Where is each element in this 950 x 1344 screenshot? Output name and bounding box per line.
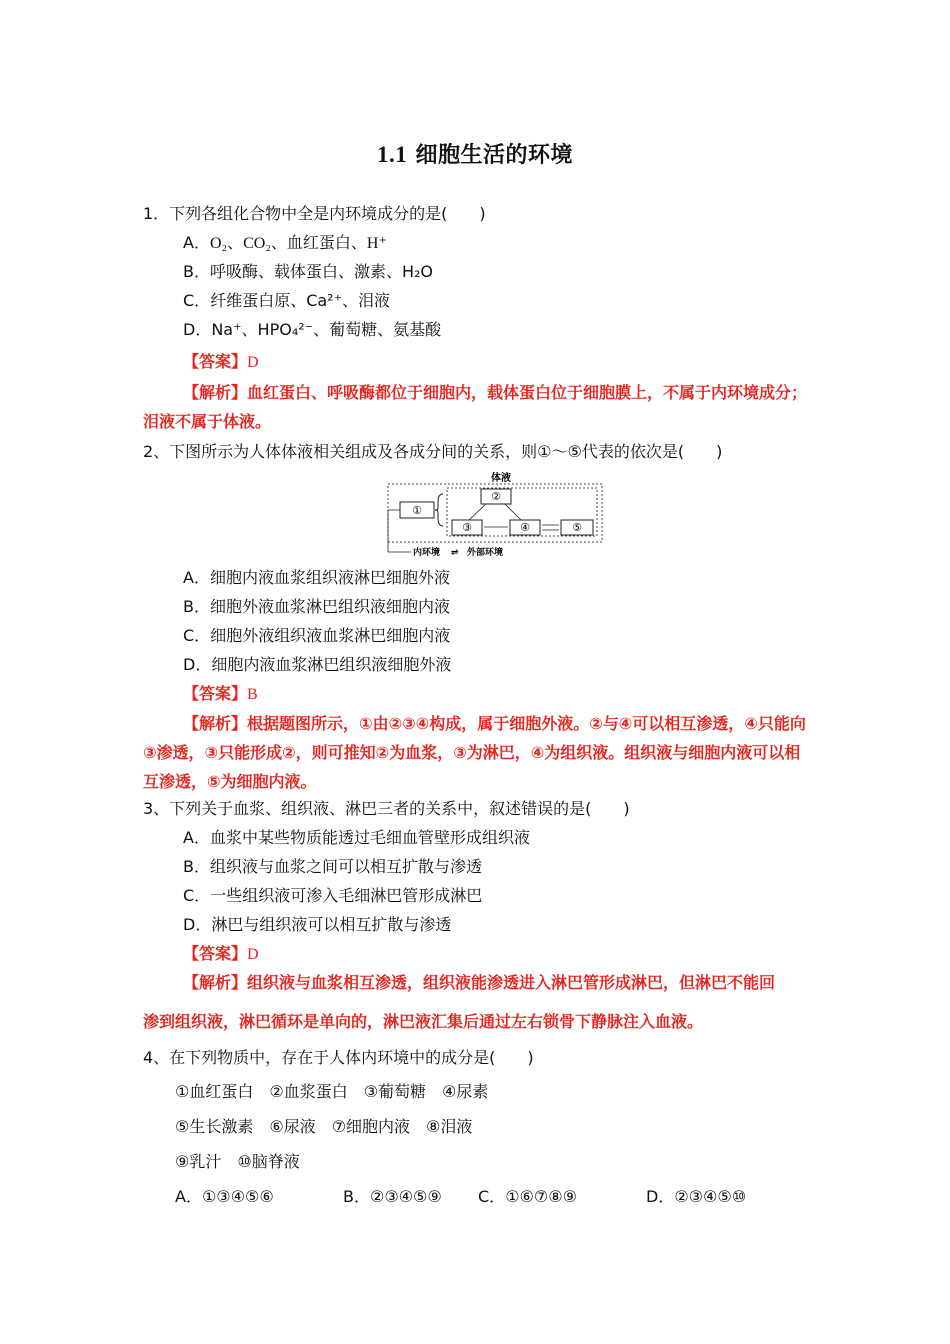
q2-option-b-item: 细胞外液 xyxy=(209,597,274,616)
q2-option-c-item: 组织液 xyxy=(274,626,323,645)
diagram-bottom-arrow: ⇌ xyxy=(451,548,459,558)
diagram-bottom-label: 内环境 xyxy=(413,548,441,558)
q2-option-b-item: 组织液 xyxy=(338,597,387,616)
q2-option-d-label: D． xyxy=(183,655,212,674)
title-text: 细胞生活的环境 xyxy=(415,143,573,168)
q2-option-b-label: B． xyxy=(183,597,210,616)
q2-option-a-item: 细胞外液 xyxy=(386,568,451,587)
q2-option-b xyxy=(183,596,450,618)
q4-option-a xyxy=(175,1186,274,1208)
q2-option-c-item: 细胞外液 xyxy=(210,626,275,645)
q3-option-c-text: 一些组织液可渗入毛细淋巴管形成淋巴 xyxy=(210,886,483,905)
q4-items-row2: ⑤生长激素 ⑥尿液 ⑦细胞内液 ⑧泪液 xyxy=(175,1117,473,1136)
q2-option-a-item: 细胞内液 xyxy=(209,568,274,587)
q2-explanation xyxy=(143,709,811,796)
q3-explanation-label: 【解析】 xyxy=(183,973,248,992)
diagram-label-4: ④ xyxy=(520,521,530,534)
q2-option-d-item: 细胞内液 xyxy=(211,655,276,674)
q1-option-d-text: Na⁺、HPO₄²⁻、葡萄糖、氨基酸 xyxy=(211,320,442,339)
q1-stem: 1．下列各组化合物中全是内环境成分的是( ) xyxy=(143,204,486,223)
q2-option-a-item: 淋巴 xyxy=(354,568,387,587)
q2-option-a xyxy=(183,567,450,589)
q3-option-a-label: A． xyxy=(183,828,210,847)
q1-option-b-text: 呼吸酶、载体蛋白、激素、H₂O xyxy=(209,262,434,281)
q2-option-a-label: A． xyxy=(183,568,210,587)
q4-option-c xyxy=(478,1186,577,1208)
q4-option-a-label: A． xyxy=(175,1187,202,1206)
diagram-label-3: ③ xyxy=(462,521,472,534)
q3-option-d-text: 淋巴与组织液可以相互扩散与渗透 xyxy=(211,915,452,934)
q1-option-d-label: D． xyxy=(183,320,212,339)
q4-stem: 4、在下列物质中，存在于人体内环境中的成分是( ) xyxy=(143,1048,534,1067)
q3-explanation-line2: 渗到组织液，淋巴循环是单向的，淋巴液汇集后通过左右锁骨下静脉注入血液。 xyxy=(143,1012,704,1031)
q3-answer-value: D xyxy=(247,946,259,963)
q3-answer xyxy=(183,943,259,966)
page-title xyxy=(0,138,950,169)
q2-option-c xyxy=(183,625,450,647)
q2-answer xyxy=(183,683,258,706)
q4-option-c-label: C． xyxy=(478,1187,506,1206)
q2-option-c-item: 淋巴 xyxy=(354,626,387,645)
q1-explanation-text: 血红蛋白、呼吸酶都位于细胞内，载体蛋白位于细胞膜上，不属于内环境成分；泪液不属于体液。 xyxy=(143,383,808,431)
q1-answer xyxy=(183,351,259,374)
q2-explanation-label: 【解析】 xyxy=(183,714,248,733)
q2-option-d-item: 血浆 xyxy=(275,655,308,674)
q3-option-b-label: B． xyxy=(183,857,210,876)
q3-explanation-line1 xyxy=(143,972,811,994)
q2-answer-label: 【答案】 xyxy=(183,684,248,703)
q2-option-d-item: 组织液 xyxy=(339,655,388,674)
q2-option-a-item: 血浆 xyxy=(273,568,306,587)
q2-option-b-item: 淋巴 xyxy=(306,597,339,616)
q3-explanation-text: 组织液与血浆相互渗透，组织液能渗透进入淋巴管形成淋巴，但淋巴不能回 xyxy=(247,973,776,992)
q3-option-d-label: D． xyxy=(183,915,212,934)
q2-option-d-item: 细胞外液 xyxy=(387,655,452,674)
q2-option-d xyxy=(183,654,451,676)
q3-stem: 3、下列关于血浆、组织液、淋巴三者的关系中，叙述错误的是( ) xyxy=(143,799,630,818)
q1-explanation-label: 【解析】 xyxy=(183,383,248,402)
q2-option-b-item: 血浆 xyxy=(274,597,307,616)
diagram-label-1: ① xyxy=(412,504,422,517)
q1-option-b-label: B． xyxy=(183,262,210,281)
q1-option-b xyxy=(183,261,433,283)
diagram-arrow-3-to-2 xyxy=(469,504,486,520)
q4-option-b xyxy=(343,1186,442,1208)
q4-option-b-label: B． xyxy=(343,1187,370,1206)
q3-option-a-text: 血浆中某些物质能透过毛细血管壁形成组织液 xyxy=(209,828,530,847)
diagram-brace xyxy=(435,494,443,526)
q1-option-c xyxy=(183,290,390,312)
q3-option-a xyxy=(183,827,530,849)
q4-option-b-text: ②③④⑤⑨ xyxy=(369,1187,442,1206)
q2-option-c-item: 血浆 xyxy=(322,626,355,645)
diagram-label-2: ② xyxy=(491,490,501,503)
q1-option-c-label: C． xyxy=(183,291,211,310)
q4-option-a-text: ①③④⑤⑥ xyxy=(201,1187,274,1206)
q2-explanation-text: 根据题图所示，①由②③④构成，属于细胞外液。②与④可以相互渗透，④只能向③渗透，③只能形成②，则可推知②为血浆，③为淋巴，④为组织液。组织液与细胞内液可以相互渗透，⑤为细胞内液。 xyxy=(143,714,806,791)
q2-option-b-item: 细胞内液 xyxy=(386,597,451,616)
q2-option-c-item: 细胞内液 xyxy=(386,626,451,645)
q3-option-c xyxy=(183,885,482,907)
diagram-bottom-label2: 外部环境 xyxy=(467,548,504,558)
q2-stem: 2、下图所示为人体体液相关组成及各成分间的关系，则①～⑤代表的依次是( ) xyxy=(143,442,723,461)
diagram-label-5: ⑤ xyxy=(572,521,582,534)
q2-option-d-item: 淋巴 xyxy=(307,655,340,674)
q1-option-c-text: 纤维蛋白原、Ca²⁺、泪液 xyxy=(210,291,391,310)
q2-option-c-label: C． xyxy=(183,626,211,645)
q4-items-row3: ⑨乳汁 ⑩脑脊液 xyxy=(175,1152,300,1171)
q3-option-b-text: 组织液与血浆之间可以相互扩散与渗透 xyxy=(209,857,482,876)
q3-option-b xyxy=(183,856,482,878)
body-fluid-diagram xyxy=(383,472,603,562)
q1-option-d xyxy=(183,319,441,341)
q3-option-d xyxy=(183,914,451,936)
q2-answer-value: B xyxy=(247,686,258,703)
q1-option-a-label: A． xyxy=(183,233,210,252)
diagram-arrow-2-4 xyxy=(505,504,521,520)
q1-answer-value: D xyxy=(247,354,259,371)
q4-option-c-text: ①⑥⑦⑧⑨ xyxy=(505,1187,577,1206)
q1-option-a-text: O₂、CO₂、血红蛋白、H⁺ xyxy=(209,235,387,252)
q1-answer-label: 【答案】 xyxy=(183,352,248,371)
q3-option-c-label: C． xyxy=(183,886,211,905)
q3-answer-label: 【答案】 xyxy=(183,944,248,963)
q2-option-a-item: 组织液 xyxy=(305,568,354,587)
diagram-top-label: 体液 xyxy=(491,473,511,484)
q4-items-row1: ①血红蛋白 ②血浆蛋白 ③葡萄糖 ④尿素 xyxy=(175,1082,489,1101)
q1-explanation xyxy=(143,378,811,436)
q4-option-d-label: D． xyxy=(646,1187,675,1206)
q4-option-d-text: ②③④⑤⑩ xyxy=(674,1187,747,1206)
q4-option-d xyxy=(646,1186,746,1208)
title-number: 1.1 xyxy=(377,142,408,167)
q1-option-a xyxy=(183,232,387,255)
